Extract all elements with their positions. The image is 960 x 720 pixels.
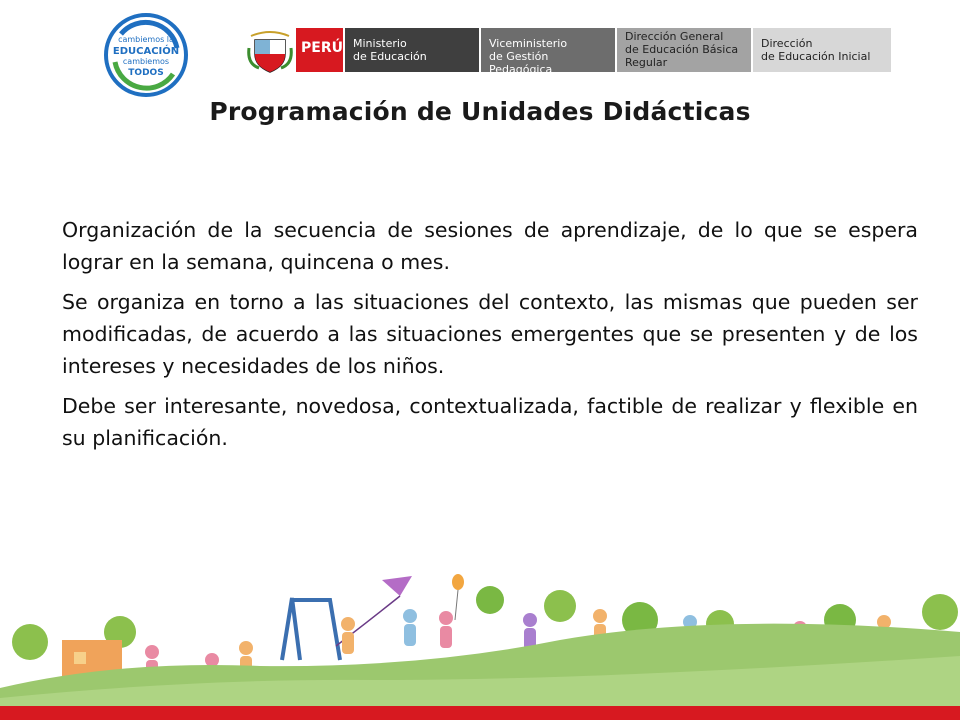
paragraph-definition: Organización de la secuencia de sesiones de aprendizaje, de lo que se espera lograr en la semana, quincena o mes.	[62, 218, 918, 274]
slide-title: Programación de Unidades Didácticas	[209, 97, 751, 126]
paragraph-characteristics: Debe ser interesante, novedosa, contextualizada, factible de realizar y flexible en su planificación.	[62, 394, 918, 450]
children-playing-illustration	[0, 560, 960, 720]
svg-text:EDUCACIÓN: EDUCACIÓN	[112, 46, 180, 57]
direccion-general-block: Dirección General de Educación Básica Regular	[615, 28, 751, 72]
svg-text:cambiemos la: cambiemos la	[118, 35, 174, 44]
campaign-logo	[103, 12, 189, 98]
coat-of-arms-icon	[247, 28, 293, 74]
ministerio-block: Ministerio de Educación	[343, 28, 479, 72]
svg-text:cambiemos: cambiemos	[122, 57, 170, 66]
viceministerio-block: Viceministerio de Gestión Pedagógica	[479, 28, 615, 72]
paragraph-organization: Se organiza en torno a las situaciones del contexto, las mismas que pueden ser modificadas, de acuerdo a las situaciones emergentes que se presenten y de los intereses y necesidades de los niños.	[62, 290, 918, 378]
slide-body	[62, 214, 918, 462]
footer-red-band	[0, 706, 960, 720]
direccion-inicial-block: Dirección de Educación Inicial	[751, 28, 891, 72]
government-header-bar	[296, 28, 891, 76]
svg-text:TODOS: TODOS	[128, 68, 164, 78]
peru-label: PERÚ	[296, 28, 343, 72]
